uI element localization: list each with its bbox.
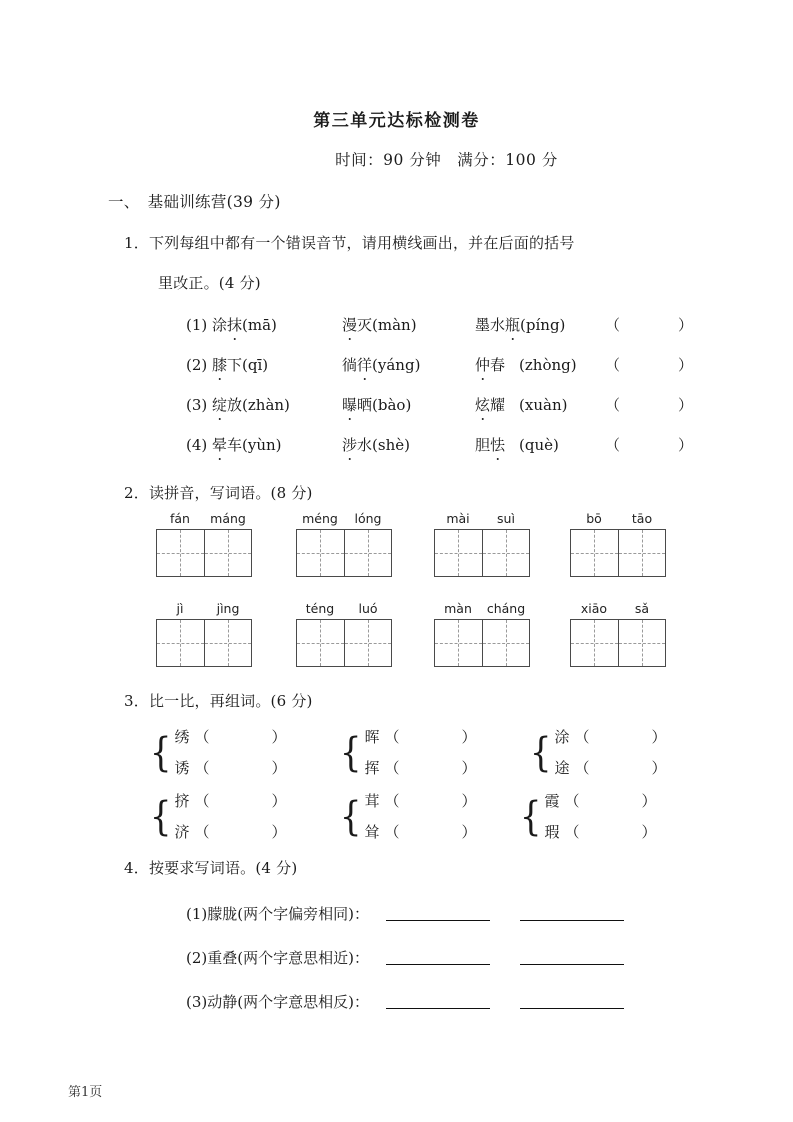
pinyin-grid-1[interactable] <box>156 511 252 577</box>
question-4-row-2 <box>186 947 624 968</box>
question-4-number: 4． <box>124 859 149 877</box>
q1-item <box>212 314 342 335</box>
pinyin: (zhòng) <box>519 356 577 374</box>
compare-row <box>174 722 286 753</box>
word-emphasis-char: 晕 <box>212 436 228 454</box>
word-post: 耀 <box>490 396 506 414</box>
tianzige-cell[interactable] <box>571 530 618 576</box>
answer-paren-close: ） <box>461 823 477 841</box>
pinyin-grid-8[interactable] <box>570 601 666 667</box>
pinyin-row <box>296 601 392 616</box>
q1-item <box>212 394 342 415</box>
q1-item <box>342 434 475 455</box>
pinyin-grid-6[interactable] <box>296 601 392 667</box>
answer-paren-open[interactable]: （ <box>574 728 590 746</box>
pinyin-grid-5[interactable] <box>156 601 252 667</box>
answer-paren-close: ） <box>271 823 287 841</box>
tianzige-cell[interactable] <box>435 620 482 666</box>
compare-char: 霞 <box>544 792 560 810</box>
answer-blank[interactable] <box>386 949 490 965</box>
pinyin-row <box>156 601 252 616</box>
answer-paren-open[interactable]: （ <box>605 316 621 334</box>
pinyin-syllable: mài <box>446 511 470 526</box>
compare-pair-4 <box>148 786 286 848</box>
brace-icon: { <box>519 794 542 840</box>
brace-icon: { <box>149 730 172 776</box>
tianzige-cell[interactable] <box>571 620 618 666</box>
compare-row <box>544 817 656 848</box>
tianzige-cell[interactable] <box>435 530 482 576</box>
row-index: (3) <box>186 396 208 414</box>
compare-char: 茸 <box>364 792 380 810</box>
pinyin-syllable: bō <box>586 511 602 526</box>
q1-item <box>475 354 605 375</box>
answer-paren-open[interactable]: （ <box>384 792 400 810</box>
word-pre: 徜 <box>342 356 358 374</box>
word-emphasis-char: 涉 <box>342 436 358 454</box>
question-3-text: 比一比，再组词。(6 分) <box>148 692 313 710</box>
answer-paren-open[interactable]: （ <box>564 823 580 841</box>
pinyin-syllable: màn <box>444 601 472 616</box>
page-number-footer: 第1页 <box>68 1085 103 1100</box>
answer-paren-close: ） <box>461 728 477 746</box>
answer-blank[interactable] <box>520 905 624 921</box>
word-emphasis-char: 徉 <box>357 356 373 374</box>
pinyin-row <box>570 511 666 526</box>
answer-paren-open[interactable]: （ <box>564 792 580 810</box>
tianzige-cell[interactable] <box>297 530 344 576</box>
question-4-prompt <box>124 857 297 878</box>
q1-item <box>475 314 605 335</box>
pinyin: (què) <box>519 436 559 454</box>
pinyin-syllable: jì <box>176 601 184 616</box>
pinyin-grid-2[interactable] <box>296 511 392 577</box>
tianzige-cell[interactable] <box>157 530 204 576</box>
compare-row <box>544 786 656 817</box>
pinyin-row <box>156 511 252 526</box>
compare-row <box>364 722 476 753</box>
compare-row <box>174 786 286 817</box>
question-1-row-3 <box>186 394 693 415</box>
compare-row <box>364 753 476 784</box>
answer-paren-close: ） <box>271 759 287 777</box>
word-emphasis-char: 炫 <box>475 396 491 414</box>
pinyin-syllable: luó <box>358 601 378 616</box>
answer-paren-close: ） <box>461 759 477 777</box>
question-2-number: 2． <box>124 484 149 502</box>
compare-char: 途 <box>554 759 570 777</box>
section-heading-1: 一、 基础训练营(39 分) <box>108 193 281 211</box>
answer-paren-open[interactable]: （ <box>194 728 210 746</box>
answer-paren-open[interactable]: （ <box>194 759 210 777</box>
q1-item <box>212 354 342 375</box>
pinyin-syllable: méng <box>302 511 338 526</box>
word-pre: 胆 <box>475 436 491 454</box>
answer-paren-open[interactable]: （ <box>605 356 621 374</box>
word-post: 春 <box>490 356 506 374</box>
answer-paren-close: ） <box>678 356 694 374</box>
compare-pair-5 <box>338 786 476 848</box>
pinyin: (mā) <box>242 316 277 334</box>
pinyin-syllable: jìng <box>216 601 240 616</box>
pinyin-row <box>434 601 530 616</box>
question-3-prompt <box>124 690 313 711</box>
row-index: (2) <box>186 356 208 374</box>
tianzige-box[interactable] <box>156 529 252 577</box>
word-pre: 墨水 <box>475 316 506 334</box>
word-post: 灭 <box>357 316 373 334</box>
compare-pair-1 <box>148 722 286 784</box>
pinyin-syllable: sǎ <box>634 601 650 616</box>
word-emphasis-char: 漫 <box>342 316 358 334</box>
word-post: 车 <box>227 436 243 454</box>
exam-meta-line: 时间：90 分钟 满分：100 分 <box>335 151 558 169</box>
compare-row <box>554 753 666 784</box>
compare-row <box>364 817 476 848</box>
tianzige-cell[interactable] <box>482 530 529 576</box>
question-1-number: 1． <box>124 234 149 252</box>
pinyin-syllable: tāo <box>631 511 653 526</box>
q1-item <box>475 394 605 415</box>
answer-paren-close: ） <box>651 759 667 777</box>
compare-pair-2 <box>338 722 476 784</box>
question-1-row-4 <box>186 434 693 455</box>
word-emphasis-char: 仲 <box>475 356 491 374</box>
pinyin-syllable: xiāo <box>580 601 608 616</box>
answer-paren-open[interactable]: （ <box>384 759 400 777</box>
tianzige-cell[interactable] <box>297 620 344 666</box>
pinyin: (shè) <box>372 436 410 454</box>
tianzige-cell[interactable] <box>618 620 665 666</box>
pinyin-grid-3[interactable] <box>434 511 530 577</box>
brace-icon: { <box>339 730 362 776</box>
row-index: (4) <box>186 436 208 454</box>
pinyin-row <box>434 511 530 526</box>
q1-item <box>212 434 342 455</box>
tianzige-cell[interactable] <box>204 530 251 576</box>
pinyin-syllable: fán <box>170 511 190 526</box>
brace-icon: { <box>529 730 552 776</box>
pinyin: (yáng) <box>372 356 421 374</box>
question-4-text: 按要求写词语。(4 分) <box>148 859 298 877</box>
question-3-number: 3． <box>124 692 149 710</box>
answer-paren-close: ） <box>678 316 694 334</box>
pinyin: (yùn) <box>242 436 282 454</box>
q1-item <box>475 434 605 455</box>
answer-blank[interactable] <box>520 993 624 1009</box>
requirement-label: (1)朦胧(两个字偏旁相同)： <box>186 905 369 923</box>
compare-char: 绣 <box>174 728 190 746</box>
word-emphasis-char: 绽 <box>212 396 228 414</box>
answer-paren-close: ） <box>651 728 667 746</box>
requirement-label: (2)重叠(两个字意思相近)： <box>186 949 369 967</box>
word-post: 放 <box>227 396 243 414</box>
q1-item <box>342 314 475 335</box>
answer-paren-close: ） <box>678 396 694 414</box>
answer-paren-open[interactable]: （ <box>574 759 590 777</box>
tianzige-cell[interactable] <box>157 620 204 666</box>
compare-char: 瑕 <box>544 823 560 841</box>
brace-icon: { <box>339 794 362 840</box>
word-emphasis-char: 抹 <box>227 316 243 334</box>
answer-paren-close: ） <box>461 792 477 810</box>
tianzige-cell[interactable] <box>344 620 391 666</box>
compare-pair-6 <box>518 786 656 848</box>
answer-paren-close: ） <box>641 823 657 841</box>
pinyin-syllable: lóng <box>354 511 382 526</box>
answer-paren-close: ） <box>641 792 657 810</box>
word-post: 下 <box>227 356 243 374</box>
question-1-row-1 <box>186 314 693 335</box>
pinyin-grid-7[interactable] <box>434 601 530 667</box>
tianzige-cell[interactable] <box>618 530 665 576</box>
compare-char: 涂 <box>554 728 570 746</box>
tianzige-box[interactable] <box>156 619 252 667</box>
word-pre: 涂 <box>212 316 228 334</box>
compare-char: 诱 <box>174 759 190 777</box>
compare-char: 济 <box>174 823 190 841</box>
pinyin: (qī) <box>242 356 269 374</box>
answer-paren-open[interactable]: （ <box>605 396 621 414</box>
word-post: 水 <box>357 436 373 454</box>
pinyin: (bào) <box>372 396 412 414</box>
tianzige-box[interactable] <box>434 529 530 577</box>
pinyin-syllable: cháng <box>486 601 526 616</box>
question-2-text: 读拼音，写词语。(8 分) <box>148 484 313 502</box>
compare-row <box>554 722 666 753</box>
question-1-prompt-line-1 <box>124 232 575 253</box>
answer-paren-close: ） <box>271 792 287 810</box>
pinyin-syllable: téng <box>305 601 335 616</box>
word-emphasis-char: 瓶 <box>505 316 521 334</box>
answer-paren-open[interactable]: （ <box>194 792 210 810</box>
compare-row <box>364 786 476 817</box>
answer-blank[interactable] <box>386 905 490 921</box>
question-1-text-1: 下列每组中都有一个错误音节，请用横线画出，并在后面的括号 <box>148 234 575 252</box>
word-emphasis-char: 膝 <box>212 356 228 374</box>
answer-paren-open[interactable]: （ <box>384 823 400 841</box>
brace-icon: { <box>149 794 172 840</box>
answer-paren-close: ） <box>678 436 694 454</box>
question-4-row-3 <box>186 991 624 1012</box>
compare-char: 挤 <box>174 792 190 810</box>
pinyin: (màn) <box>372 316 417 334</box>
answer-paren-open[interactable]: （ <box>384 728 400 746</box>
page-title: 第三单元达标检测卷 <box>313 111 480 131</box>
answer-blank[interactable] <box>386 993 490 1009</box>
tianzige-box[interactable] <box>434 619 530 667</box>
answer-paren-open[interactable]: （ <box>194 823 210 841</box>
row-index: (1) <box>186 316 208 334</box>
pinyin-row <box>570 601 666 616</box>
question-4-row-1 <box>186 903 624 924</box>
compare-char: 耸 <box>364 823 380 841</box>
pinyin-syllable: suì <box>497 511 515 526</box>
q1-item <box>342 394 475 415</box>
pinyin-grid-4[interactable] <box>570 511 666 577</box>
tianzige-box[interactable] <box>570 529 666 577</box>
tianzige-box[interactable] <box>570 619 666 667</box>
answer-paren-close: ） <box>271 728 287 746</box>
pinyin: (píng) <box>520 316 566 334</box>
compare-row <box>174 817 286 848</box>
tianzige-cell[interactable] <box>344 530 391 576</box>
requirement-label: (3)动静(两个字意思相反)： <box>186 993 369 1011</box>
word-post: 晒 <box>357 396 373 414</box>
compare-pair-3 <box>528 722 666 784</box>
word-emphasis-char: 怯 <box>490 436 506 454</box>
question-1-row-2 <box>186 354 693 375</box>
pinyin: (xuàn) <box>519 396 568 414</box>
q1-item <box>342 354 475 375</box>
pinyin-syllable: máng <box>210 511 246 526</box>
question-2-prompt <box>124 482 313 503</box>
compare-char: 挥 <box>364 759 380 777</box>
word-emphasis-char: 曝 <box>342 396 358 414</box>
tianzige-box[interactable] <box>296 529 392 577</box>
compare-row <box>174 753 286 784</box>
tianzige-box[interactable] <box>296 619 392 667</box>
question-1-prompt-line-2: 里改正。(4 分) <box>158 274 261 292</box>
tianzige-cell[interactable] <box>204 620 251 666</box>
answer-paren-open[interactable]: （ <box>605 436 621 454</box>
tianzige-cell[interactable] <box>482 620 529 666</box>
answer-blank[interactable] <box>520 949 624 965</box>
pinyin: (zhàn) <box>242 396 290 414</box>
pinyin-row <box>296 511 392 526</box>
compare-char: 晖 <box>364 728 380 746</box>
